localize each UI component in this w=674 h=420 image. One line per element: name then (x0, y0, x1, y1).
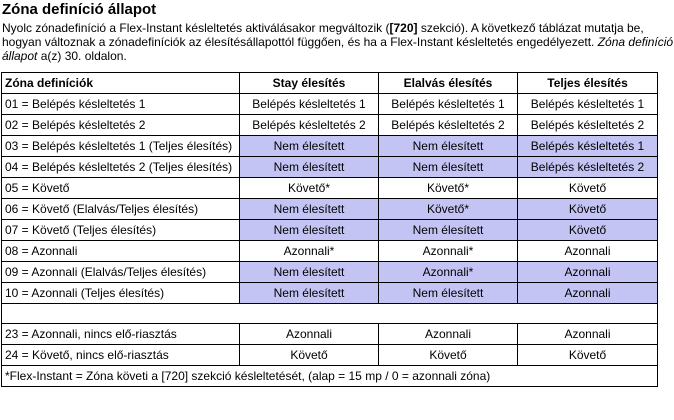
stay-arming-cell: Követő (240, 345, 379, 366)
full-arming-cell: Azonnali (518, 262, 658, 283)
full-arming-cell: Belépés késleltetés 1 (518, 94, 658, 115)
zone-definition-table (1, 72, 658, 387)
spacer-row (2, 304, 658, 324)
sleep-arming-cell: Belépés késleltetés 2 (379, 115, 518, 136)
sleep-arming-cell: Azonnali (379, 324, 518, 345)
stay-arming-cell: Nem élesített (240, 199, 379, 220)
table-row (2, 157, 658, 178)
stay-arming-cell: Azonnali (240, 324, 379, 345)
stay-arming-cell: Nem élesített (240, 262, 379, 283)
zone-definition-cell: 03 = Belépés késleltetés 1 (Teljes élesítés) (2, 136, 240, 157)
table-row (2, 220, 658, 241)
zone-definition-cell: 01 = Belépés késleltetés 1 (2, 94, 240, 115)
page-reference: Zóna definíció állapot (2, 35, 674, 63)
full-arming-cell: Azonnali (518, 241, 658, 262)
footnote-row (2, 366, 658, 387)
zone-definition-cell: 05 = Követő (2, 178, 240, 199)
sleep-arming-cell: Követő* (379, 178, 518, 199)
header-stay-arming: Stay élesítés (240, 73, 379, 94)
table-row (2, 178, 658, 199)
zone-definition-cell: 02 = Belépés késleltetés 2 (2, 115, 240, 136)
zone-definition-cell: 08 = Azonnali (2, 241, 240, 262)
zone-definition-cell: 06 = Követő (Elalvás/Teljes élesítés) (2, 199, 240, 220)
full-arming-cell: Belépés késleltetés 1 (518, 136, 658, 157)
stay-arming-cell: Nem élesített (240, 136, 379, 157)
section-reference: [720] (389, 21, 418, 35)
sleep-arming-cell: Nem élesített (379, 136, 518, 157)
stay-arming-cell: Belépés késleltetés 1 (240, 94, 379, 115)
header-sleep-arming: Elalvás élesítés (379, 73, 518, 94)
sleep-arming-cell: Nem élesített (379, 283, 518, 304)
full-arming-cell: Belépés késleltetés 2 (518, 115, 658, 136)
header-full-arming: Teljes élesítés (518, 73, 658, 94)
stay-arming-cell: Belépés késleltetés 2 (240, 115, 379, 136)
full-arming-cell: Követő (518, 345, 658, 366)
sleep-arming-cell: Követő (379, 345, 518, 366)
sleep-arming-cell: Azonnali* (379, 241, 518, 262)
intro-paragraph (2, 21, 674, 63)
stay-arming-cell: Nem élesített (240, 157, 379, 178)
table-row (2, 283, 658, 304)
sleep-arming-cell: Belépés késleltetés 1 (379, 94, 518, 115)
zone-definition-cell: 10 = Azonnali (Teljes élesítés) (2, 283, 240, 304)
stay-arming-cell: Nem élesített (240, 283, 379, 304)
zone-definition-cell: 23 = Azonnali, nincs elő-riasztás (2, 324, 240, 345)
table-header-row (2, 73, 658, 94)
zone-definition-cell: 07 = Követő (Teljes élesítés) (2, 220, 240, 241)
full-arming-cell: Azonnali (518, 324, 658, 345)
table-row (2, 262, 658, 283)
sleep-arming-cell: Nem élesített (379, 220, 518, 241)
full-arming-cell: Követő (518, 178, 658, 199)
full-arming-cell: Követő (518, 220, 658, 241)
full-arming-cell: Belépés késleltetés 2 (518, 157, 658, 178)
intro-text-2: szekció). A következő táblázat mutatja be, hogyan változnak a zónadefiníciók az élesítésállapottól függően, és ha a Flex-Instant késleltetés engedélyezett. (2, 21, 644, 49)
table-row (2, 199, 658, 220)
sleep-arming-cell: Nem élesített (379, 157, 518, 178)
sleep-arming-cell: Azonnali* (379, 262, 518, 283)
full-arming-cell: Azonnali (518, 283, 658, 304)
zone-definition-cell: 09 = Azonnali (Elalvás/Teljes élesítés) (2, 262, 240, 283)
stay-arming-cell: Követő* (240, 178, 379, 199)
zone-definition-cell: 24 = Követő, nincs elő-riasztás (2, 345, 240, 366)
footnote-text: *Flex-Instant = Zóna követi a [720] szekció késleltetését, (alap = 15 mp / 0 = azonnali zóna) (2, 366, 658, 387)
table-row (2, 345, 658, 366)
header-zone-definitions: Zóna definíciók (2, 73, 240, 94)
table-row (2, 136, 658, 157)
table-row (2, 94, 658, 115)
sleep-arming-cell: Követő* (379, 199, 518, 220)
table-row (2, 241, 658, 262)
page-title: Zóna definíció állapot (2, 1, 157, 18)
spacer-cell (2, 304, 658, 324)
zone-definition-cell: 04 = Belépés késleltetés 2 (Teljes élesítés) (2, 157, 240, 178)
table-body (2, 94, 658, 387)
table-row (2, 324, 658, 345)
stay-arming-cell: Nem élesített (240, 220, 379, 241)
intro-text-1: Nyolc zónadefiníció a Flex-Instant késleltetés aktiválásakor megváltozik ( (2, 21, 390, 35)
stay-arming-cell: Azonnali* (240, 241, 379, 262)
intro-text-3: a(z) 30. oldalon. (37, 49, 127, 63)
full-arming-cell: Követő (518, 199, 658, 220)
table-row (2, 115, 658, 136)
